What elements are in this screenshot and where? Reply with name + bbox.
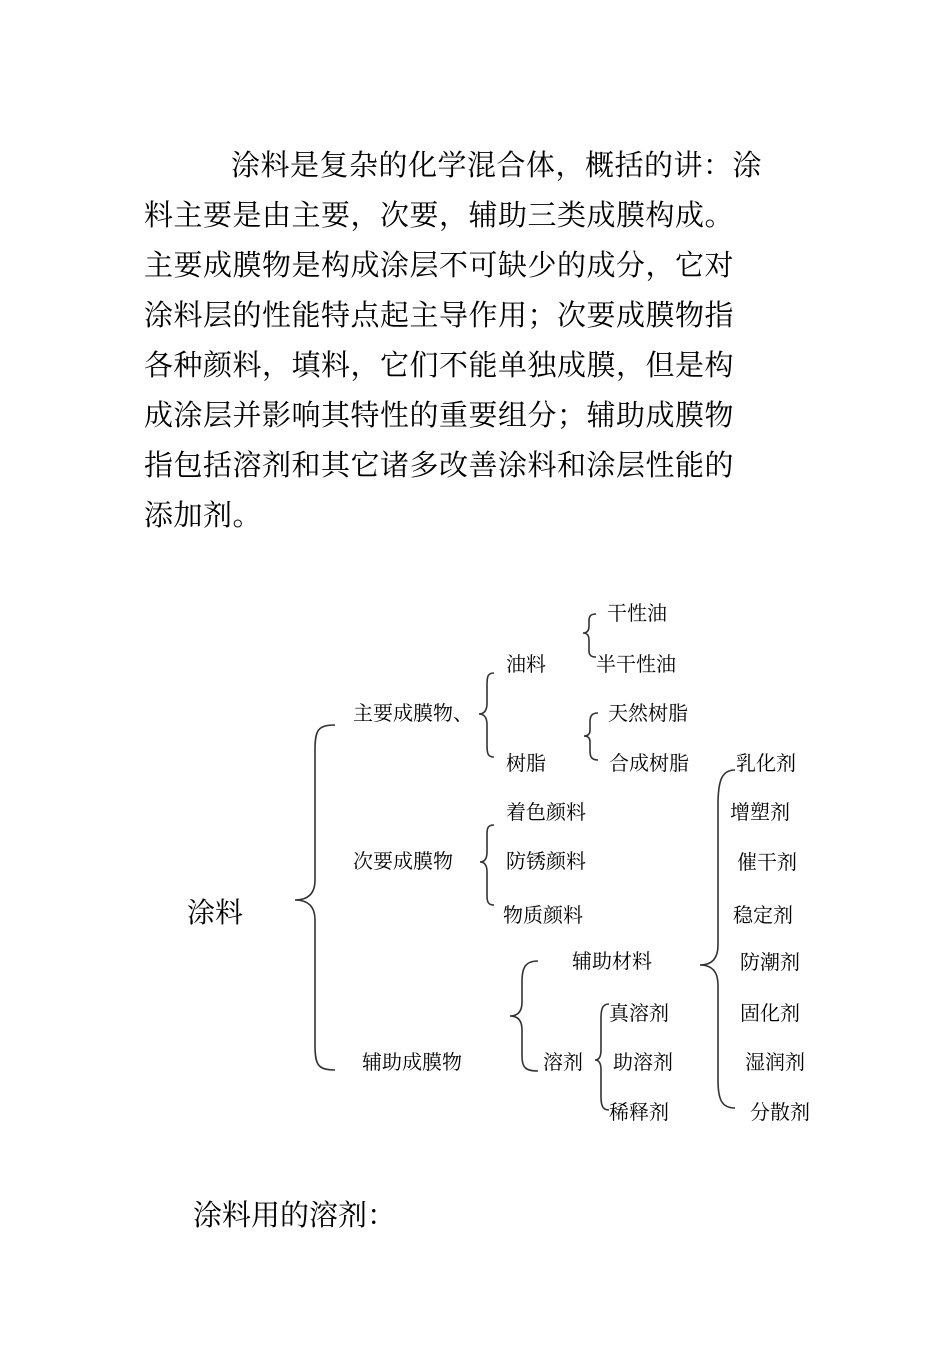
oil-item: 半干性油 xyxy=(596,652,676,676)
primary-label: 主要成膜物、 xyxy=(353,701,473,725)
secondary-item: 物质颜料 xyxy=(503,903,583,927)
additive-item: 分散剂 xyxy=(750,1100,810,1124)
paragraph-line: 指包括溶剂和其它诸多改善涂料和涂层性能的 xyxy=(144,448,735,482)
root-brace xyxy=(295,725,335,1070)
resin-item: 合成树脂 xyxy=(609,751,689,775)
secondary-brace xyxy=(480,825,494,905)
auxiliary-label: 辅助成膜物 xyxy=(362,1050,462,1074)
intro-paragraph xyxy=(144,140,809,540)
paragraph-line: 涂料层的性能特点起主导作用；次要成膜物指 xyxy=(144,298,735,332)
oil-brace xyxy=(583,614,596,657)
coating-classification-diagram xyxy=(0,590,950,1130)
paragraph-line: 主要成膜物是构成涂层不可缺少的成分，它对 xyxy=(144,248,735,282)
additive-item: 催干剂 xyxy=(737,850,797,874)
oil-label: 油料 xyxy=(506,652,546,676)
solvent-item: 真溶剂 xyxy=(609,1001,669,1025)
additive-item: 湿润剂 xyxy=(745,1050,805,1074)
paragraph-line: 各种颜料，填料，它们不能单独成膜，但是构 xyxy=(144,348,735,382)
diagram-braces xyxy=(0,590,950,1130)
additive-item: 乳化剂 xyxy=(736,751,796,775)
additive-item: 固化剂 xyxy=(740,1001,800,1025)
paragraph-line: 添加剂。 xyxy=(144,498,263,532)
auxiliary-materials-label: 辅助材料 xyxy=(572,949,652,973)
solvent-item: 助溶剂 xyxy=(613,1050,673,1074)
auxiliary-brace xyxy=(510,961,538,1071)
additive-item: 防潮剂 xyxy=(740,950,800,974)
primary-brace xyxy=(479,673,494,757)
paragraph-line: 涂料是复杂的化学混合体，概括的讲：涂 xyxy=(231,148,763,182)
additive-item: 增塑剂 xyxy=(730,800,790,824)
resin-item: 天然树脂 xyxy=(608,701,688,725)
paragraph-line: 料主要是由主要，次要，辅助三类成膜构成。 xyxy=(144,198,735,232)
solvent-section-heading: 涂料用的溶剂： xyxy=(193,1198,397,1232)
additive-item: 稳定剂 xyxy=(733,903,793,927)
oil-item: 干性油 xyxy=(607,601,667,625)
paragraph-line: 成涂层并影响其特性的重要组分；辅助成膜物 xyxy=(144,398,735,432)
secondary-item: 着色颜料 xyxy=(506,800,586,824)
secondary-item: 防锈颜料 xyxy=(506,849,586,873)
secondary-label: 次要成膜物 xyxy=(353,849,453,873)
root-label: 涂料 xyxy=(187,896,244,929)
solvent-brace xyxy=(595,1004,609,1110)
resin-brace xyxy=(584,713,598,760)
solvent-label: 溶剂 xyxy=(543,1050,583,1074)
resin-label: 树脂 xyxy=(506,751,546,775)
solvent-item: 稀释剂 xyxy=(609,1100,669,1124)
